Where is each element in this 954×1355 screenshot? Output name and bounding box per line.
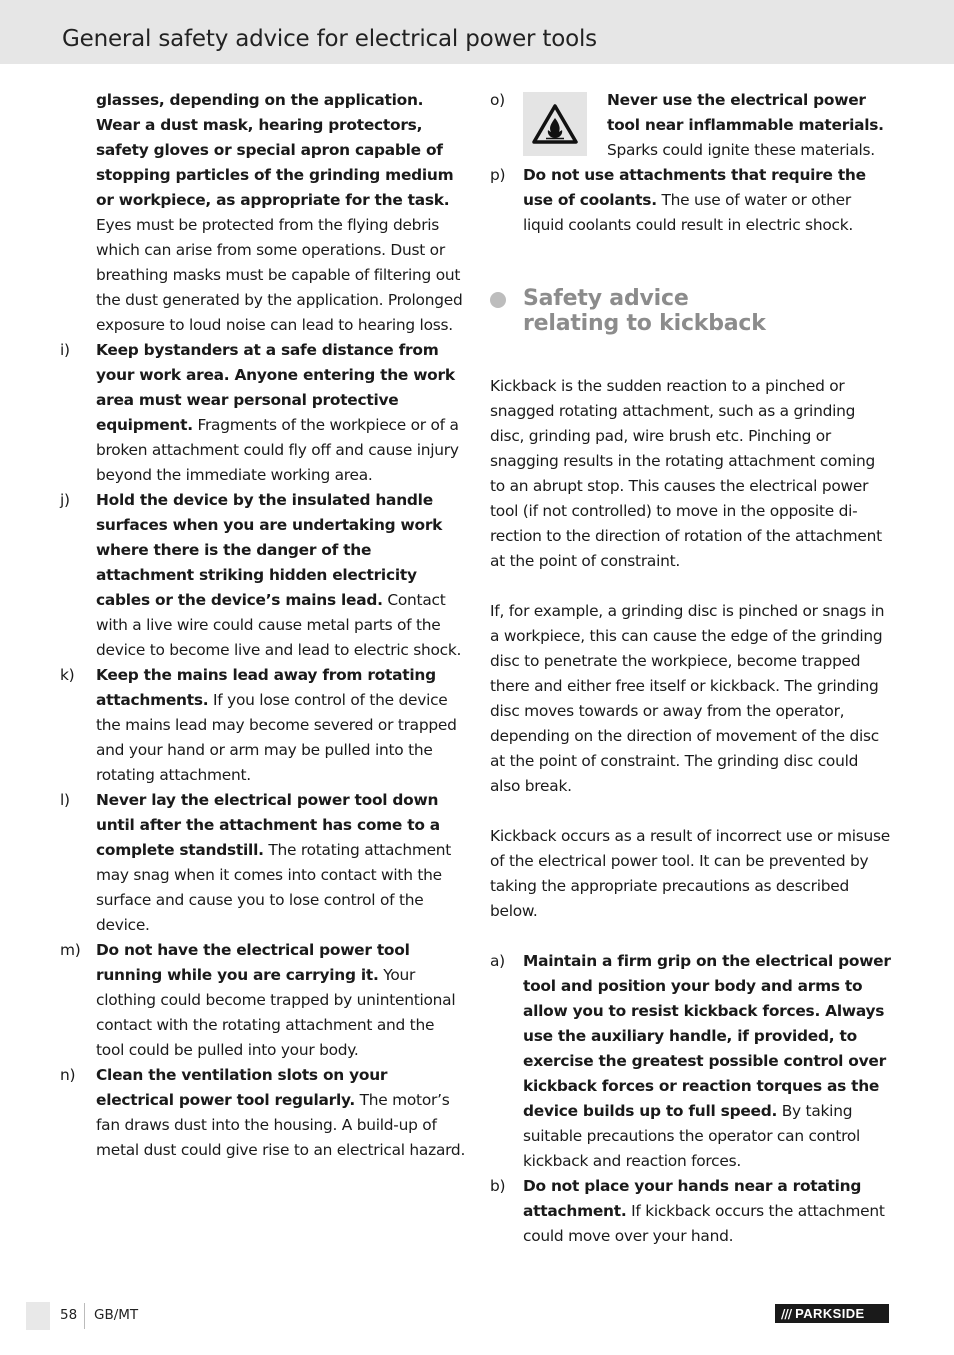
list-item-k: k) Keep the mains lead away from rotating attachments. If you lose control of the device the mains lead may become severed or trapped and your hand or arm may be pulled into the rotating attachment. — [60, 663, 466, 788]
footer-divider — [84, 1303, 85, 1329]
item-label: l) — [60, 791, 70, 809]
section-title: Safety advice relating to kickback — [523, 286, 766, 336]
list-item-j: j) Hold the device by the insulated handle surfaces when you are undertaking work where there is the danger of the attachment striking hidden electricity cables or the device’s mains lead. Contact with a live wire could cause metal parts of the device to become live and lead to electric shock. — [60, 488, 466, 663]
item-label: j) — [60, 491, 70, 509]
item-label: k) — [60, 666, 75, 684]
footer-tab — [26, 1302, 50, 1330]
brand-stripes-icon: /// — [781, 1306, 792, 1321]
item-label: b) — [490, 1177, 506, 1195]
list-item-n: n) Clean the ventilation slots on your electrical power tool regularly. The motor’s fan draws dust into the housing. A build-up of metal dust could give rise to an electrical hazard. — [60, 1063, 466, 1163]
bullet-dot-icon — [490, 292, 506, 308]
list-item-p: p) Do not use attachments that require the use of coolants. The use of water or other liquid coolants could result in electric shock. — [490, 163, 892, 238]
paragraph: Kickback is the sudden reaction to a pinched or snagged rotating attachment, such as a grinding disc, grinding pad, wire brush etc. Pinching or snagging results in the rotating attachment coming to an abrupt stop. This causes the electrical power tool (if not controlled) to move in the opposite direction to the direction of rotation of the attachment at the point of constraint. — [490, 377, 882, 570]
list-item-h-continued: glasses, depending on the application. Wear a dust mask, hearing protectors, safety gloves or special apron capable of stopping particles of the grinding medium or workpiece, as appropriate for the task. Eyes must be protected from the flying debris which can arise from some operations. Dust or breathing masks must be capable of filtering out the dust generated by the application. Prolonged exposure to loud noise can lead to hearing loss. — [96, 91, 463, 334]
region-code: GB/MT — [94, 1307, 139, 1323]
page-number: 58 — [60, 1307, 78, 1323]
list-item-o: o) Never use the electrical power tool near inflammable materials. Sparks could ignite these materials. — [490, 88, 892, 163]
section-heading-kickback — [490, 286, 892, 336]
list-item-l: l) Never lay the electrical power tool down until after the attachment has come to a complete standstill. The rotating attachment may snag when it comes into contact with the surface and cause you to lose control of the device. — [60, 788, 466, 938]
page-title: General safety advice for electrical power tools — [62, 26, 597, 52]
left-column — [60, 88, 466, 1163]
paragraph: Kickback occurs as a result of incorrect use or misuse of the electrical power tool. It can be prevented by taking the appropriate precautions as described below. — [490, 827, 890, 920]
item-label: a) — [490, 952, 505, 970]
item-label: i) — [60, 341, 70, 359]
paragraph: If, for example, a grinding disc is pinched or snags in a workpiece, this can cause the edge of the grinding disc to penetrate the workpiece, become trapped there and either free itself or kickback. The grinding disc moves towards or away from the operator, depending on the direction of movement of the disc at the point of constraint. The grinding disc could also break. — [490, 602, 885, 795]
list-item-m: m) Do not have the electrical power tool running while you are carrying it. Your clothing could become trapped by unintentional contact with the rotating attachment and the tool could be pulled into your body. — [60, 938, 466, 1063]
item-label: p) — [490, 166, 506, 184]
brand-name: PARKSIDE — [795, 1306, 865, 1321]
list-item-i: i) Keep bystanders at a safe distance from your work area. Anyone entering the work area must wear personal protective equipment. Fragments of the workpiece or of a broken attachment could fly off and cause injury beyond the immediate working area. — [60, 338, 466, 488]
right-column — [490, 88, 892, 1249]
list-item-a: a) Maintain a firm grip on the electrical power tool and position your body and arms to allow you to resist kickback forces. Always use the auxiliary handle, if provided, to exercise the greatest possible control over kickback forces or reaction torques as the device builds up to full speed. By taking suitable precautions the operator can control kickback and reaction forces. — [490, 949, 892, 1174]
list-item-b: b) Do not place your hands near a rotating attachment. If kickback occurs the attachment could move over your hand. — [490, 1174, 892, 1249]
item-label: o) — [490, 91, 505, 109]
item-label: m) — [60, 941, 81, 959]
flammable-warning-icon — [523, 92, 587, 156]
parkside-logo — [775, 1304, 889, 1323]
page-header — [0, 0, 954, 64]
item-label: n) — [60, 1066, 76, 1084]
